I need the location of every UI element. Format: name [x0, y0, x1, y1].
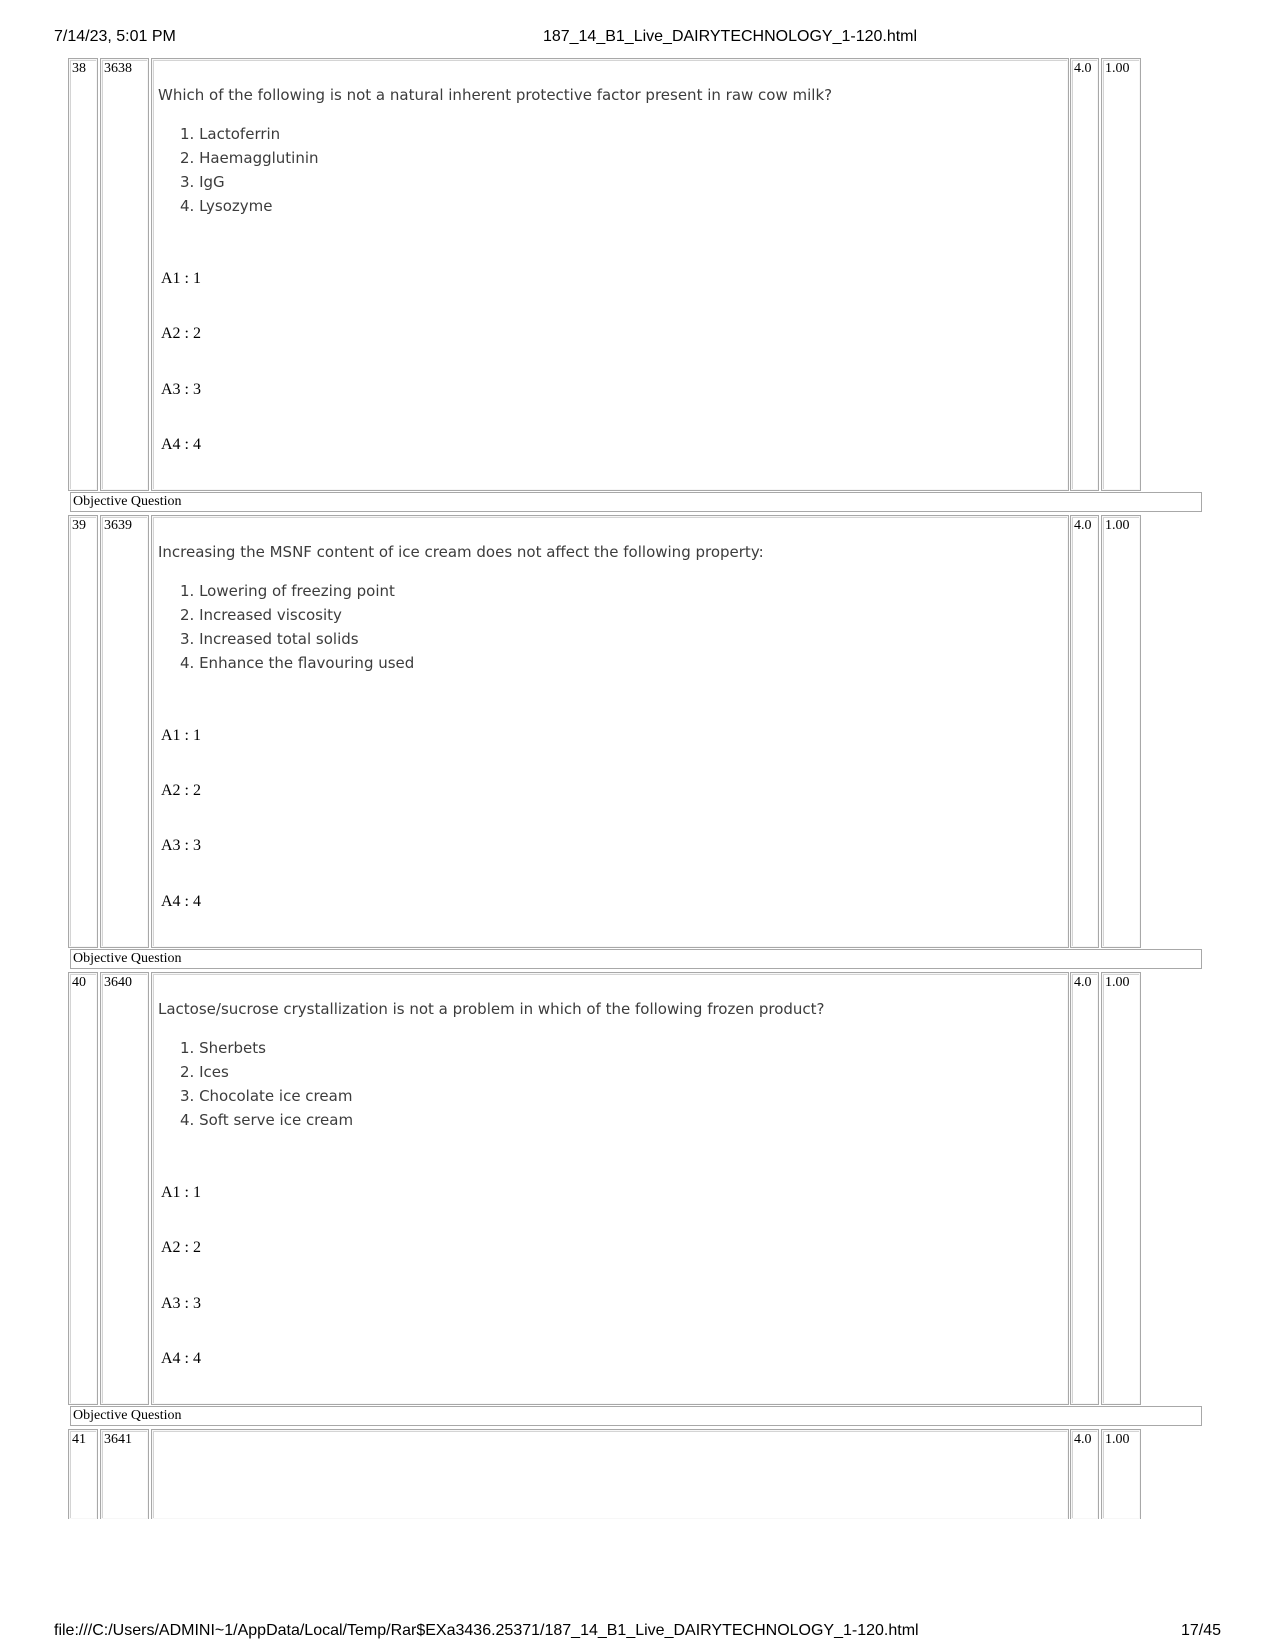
option-item: 3. IgG	[180, 173, 225, 191]
question-body	[151, 1429, 1069, 1519]
question-serial-cell	[68, 1429, 98, 1519]
marks-cell	[1070, 515, 1099, 948]
answer-option: A1 : 1	[161, 270, 201, 287]
question-serial: 38	[72, 61, 86, 76]
marks-value: 4.0	[1074, 61, 1092, 76]
question-serial: 41	[72, 1432, 86, 1447]
question-serial-cell	[68, 515, 98, 948]
answer-option: A2 : 2	[161, 325, 201, 342]
option-item: 2. Haemagglutinin	[180, 149, 319, 167]
page-number: 17/45	[1180, 1622, 1221, 1639]
question-body	[151, 515, 1069, 948]
option-item: 1. Sherbets	[180, 1039, 266, 1057]
negative-marks-value: 1.00	[1105, 518, 1130, 533]
question-id-cell	[100, 1429, 149, 1519]
question-id: 3639	[104, 518, 132, 533]
question-id: 3641	[104, 1432, 132, 1447]
option-item: 2. Increased viscosity	[180, 606, 342, 624]
answer-option: A3 : 3	[161, 837, 201, 854]
question-id: 3640	[104, 975, 132, 990]
option-item: 4. Soft serve ice cream	[180, 1111, 354, 1129]
marks-cell	[1070, 972, 1099, 1405]
option-item: 1. Lowering of freezing point	[180, 582, 395, 600]
marks-cell	[1070, 58, 1099, 491]
negative-marks-cell	[1101, 972, 1141, 1405]
question-serial-cell	[68, 58, 98, 491]
question-body	[151, 972, 1069, 1405]
question-id: 3638	[104, 61, 132, 76]
option-item: 4. Lysozyme	[180, 197, 273, 215]
option-item: 2. Ices	[180, 1063, 229, 1081]
negative-marks-cell	[1101, 515, 1141, 948]
marks-value: 4.0	[1074, 1432, 1092, 1447]
question-serial: 39	[72, 518, 86, 533]
answer-option: A3 : 3	[161, 1295, 201, 1312]
marks-value: 4.0	[1074, 975, 1092, 990]
negative-marks-cell	[1101, 1429, 1141, 1519]
question-id-cell	[100, 58, 149, 491]
answer-option: A3 : 3	[161, 381, 201, 398]
answer-option: A1 : 1	[161, 1184, 201, 1201]
question-id-cell	[100, 515, 149, 948]
question-type-label: Objective Question	[70, 492, 1202, 512]
question-serial-cell	[68, 972, 98, 1405]
question-text: Increasing the MSNF content of ice cream does not affect the following property:	[158, 543, 764, 561]
question-body	[151, 58, 1069, 491]
negative-marks-cell	[1101, 58, 1141, 491]
question-id-cell	[100, 972, 149, 1405]
print-datetime: 7/14/23, 5:01 PM	[54, 28, 176, 45]
question-text: Lactose/sucrose crystallization is not a problem in which of the following frozen product?	[158, 1000, 825, 1018]
option-item: 4. Enhance the flavouring used	[180, 654, 415, 672]
answer-option: A2 : 2	[161, 1239, 201, 1256]
answer-option: A4 : 4	[161, 893, 201, 910]
answer-option: A4 : 4	[161, 436, 201, 453]
question-text: Which of the following is not a natural inherent protective factor present in raw cow milk?	[158, 86, 833, 104]
question-serial: 40	[72, 975, 86, 990]
negative-marks-value: 1.00	[1105, 61, 1130, 76]
negative-marks-value: 1.00	[1105, 975, 1130, 990]
question-type-label: Objective Question	[70, 1406, 1202, 1426]
marks-value: 4.0	[1074, 518, 1092, 533]
option-item: 1. Lactoferrin	[180, 125, 281, 143]
option-item: 3. Chocolate ice cream	[180, 1087, 353, 1105]
question-type-label: Objective Question	[70, 949, 1202, 969]
print-title: 187_14_B1_Live_DAIRYTECHNOLOGY_1-120.html	[542, 28, 918, 45]
answer-option: A4 : 4	[161, 1350, 201, 1367]
marks-cell	[1070, 1429, 1099, 1519]
page-cut-mask	[62, 1519, 1152, 1609]
option-item: 3. Increased total solids	[180, 630, 359, 648]
answer-option: A2 : 2	[161, 782, 201, 799]
print-file-path: file:///C:/Users/ADMINI~1/AppData/Local/Temp/Rar$EXa3436.25371/187_14_B1_Live_DAIRYTECHNOLOGY_1-120.html	[54, 1622, 919, 1639]
negative-marks-value: 1.00	[1105, 1432, 1130, 1447]
answer-option: A1 : 1	[161, 727, 201, 744]
